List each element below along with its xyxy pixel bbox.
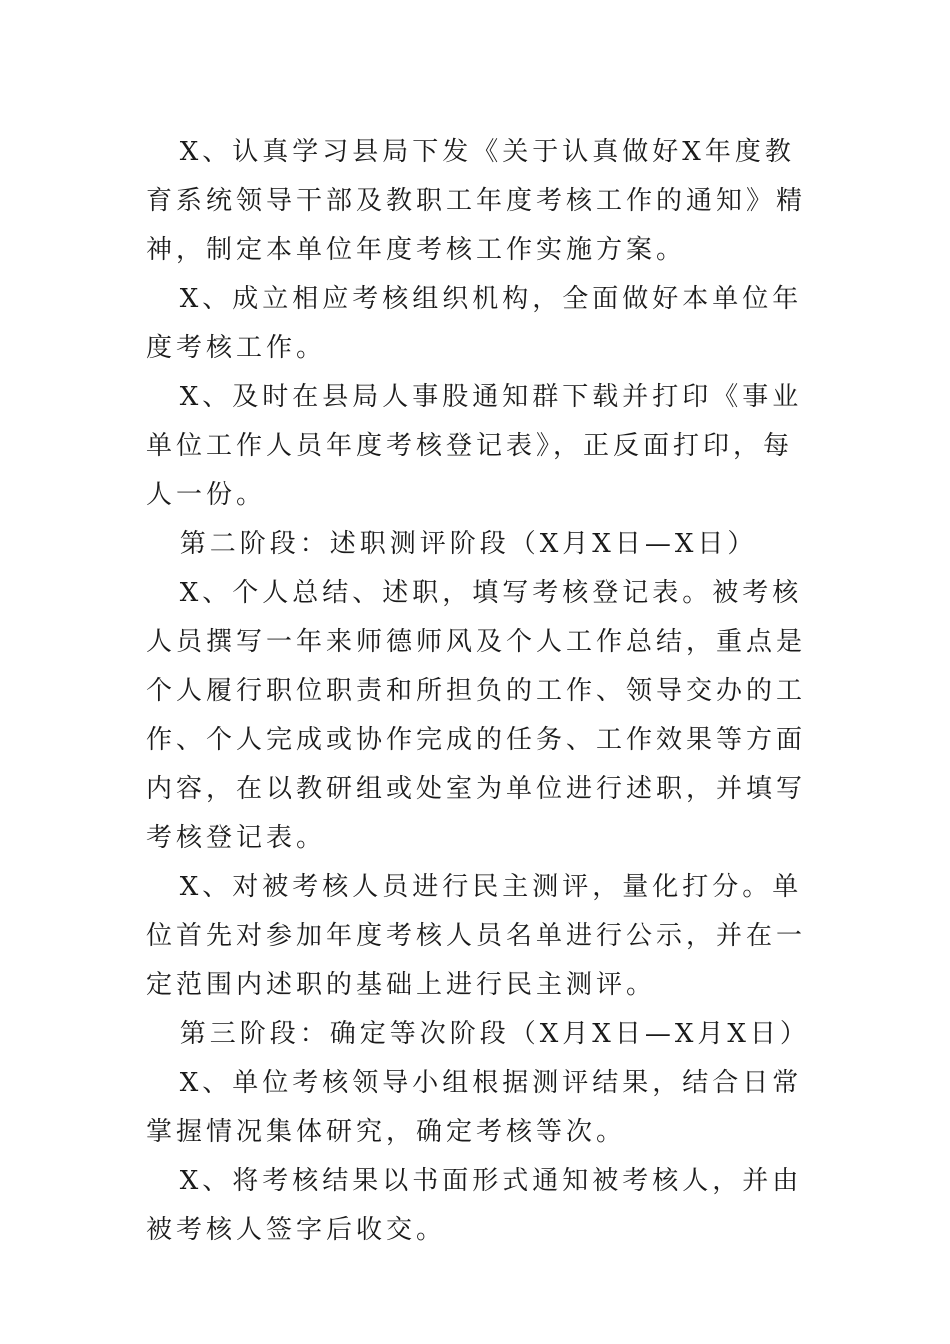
paragraph-step-self-summary: X、个人总结、述职，填写考核登记表。被考核人员撰写一年来师德师风及个人工作总结，重点是个人履行职位职责和所担负的工作、领导交办的工作、个人完成或协作完成的任务、工作效果等方面内容，在以教研组或处室为单位进行述职，并填写考核登记表。: [146, 578, 807, 853]
document-body: [146, 128, 816, 1255]
paragraph-step-notify-result: X、将考核结果以书面形式通知被考核人，并由被考核人签字后收交。: [146, 1166, 803, 1245]
paragraph-step-determine-grade: X、单位考核领导小组根据测评结果，结合日常掌握情况集体研究，确定考核等次。: [146, 1068, 803, 1147]
section-heading-stage-three: 第三阶段：确定等次阶段（X月X日—X月X日）: [179, 1019, 810, 1049]
paragraph-step-study-notice: X、认真学习县局下发《关于认真做好X年度教育系统领导干部及教职工年度考核工作的通知》精神，制定本单位年度考核工作实施方案。: [146, 137, 807, 265]
paragraph-step-download-form: X、及时在县局人事股通知群下载并打印《事业单位工作人员年度考核登记表》，正反面打印，每人一份。: [146, 382, 803, 510]
section-heading-stage-two: 第二阶段：述职测评阶段（X月X日—X日）: [179, 529, 758, 559]
paragraph-step-democratic-evaluation: X、对被考核人员进行民主测评，量化打分。单位首先对参加年度考核人员名单进行公示，并在一定范围内述职的基础上进行民主测评。: [146, 872, 807, 1000]
paragraph-step-organization: X、成立相应考核组织机构，全面做好本单位年度考核工作。: [146, 284, 803, 363]
